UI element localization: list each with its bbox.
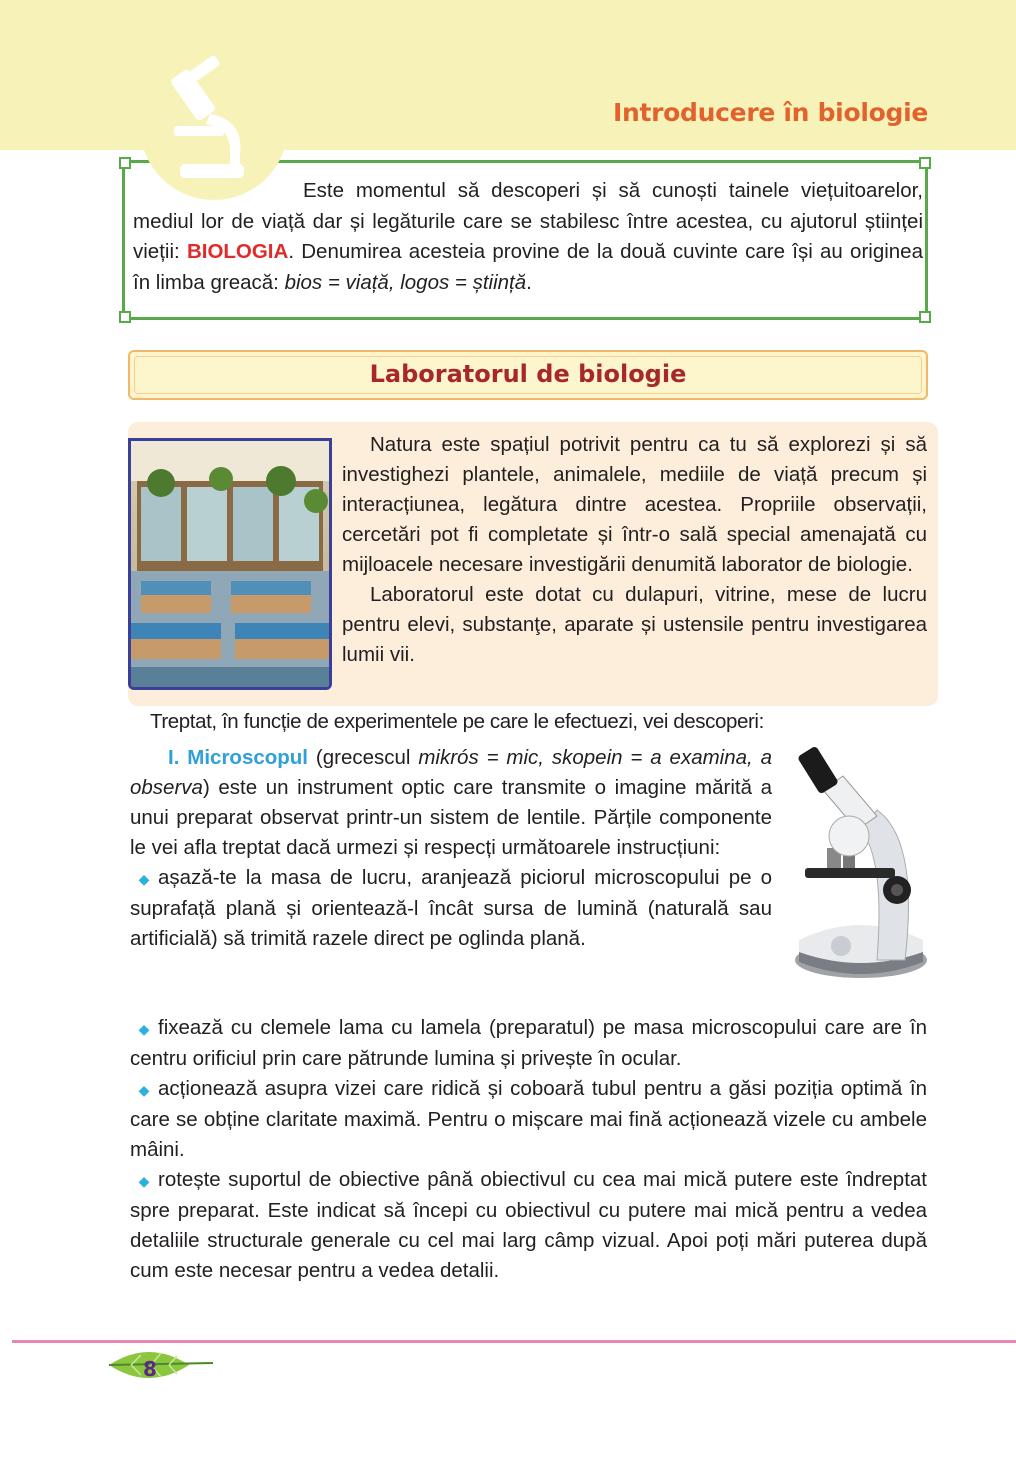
microscope-illustration bbox=[785, 740, 931, 982]
step-item: ◆ rotește suportul de obiective până obiectivul cu cea mai mică putere este îndreptat spre preparat. Este indicat să începi cu obiectivul cu putere mai mică pentru a vedea detaliile structurale generale cu cel mai larg câmp vizual. Apoi poți mări puterea după cum este necesar pentru a vedea detalii. bbox=[130, 1168, 927, 1282]
lab-paragraph-1: Natura este spațiul potrivit pentru ca tu să explorezi și să investighezi plantele, animalele, mediile de viață precum și interacțiunea, legătura dintre acestea. Propriile observații, cercetări pot fi completate și într-o sală special amenajată cu mijloacele necesare investigării denumită laborator de biologie. bbox=[342, 433, 927, 576]
lab-description bbox=[342, 430, 927, 670]
diamond-bullet-icon: ◆ bbox=[138, 871, 150, 887]
etymology: bios = viață, logos = știință bbox=[284, 270, 527, 294]
section-title: Laboratorul de biologie bbox=[369, 360, 687, 388]
diamond-bullet-icon: ◆ bbox=[138, 1021, 150, 1037]
leaf-icon bbox=[105, 1343, 217, 1389]
microscope-steps bbox=[130, 1013, 927, 1286]
intro-paragraph: Este momentul să descoperi și să cunoști tainele viețuitoarelor, mediul lor de viață dar și legăturile care se stabilesc între acestea, cu ajutorul științei vieții: BIOLOGIA. Denumirea acesteia provine de la două cuvinte care își au originea în limba greacă: bios = viață, logos = știință. bbox=[133, 179, 923, 294]
microscope-intro: I. Microscopul (grecescul mikrós = mic, skopein = a examina, a observa) este un instrument optic care transmite o imagine mărită a unui preparat observat printr-un sistem de lentile. Părțile componente le vei afla treptat dacă urmezi și respecți următoarele instrucțiuni: ◆ așază-te la masa de lucru, aranjează piciorul microscopului pe o suprafață plană și orientează-l încât sursa de lumină (naturală sau artificială) să trimită razele direct pe oglinda plană. bbox=[130, 743, 772, 954]
diamond-bullet-icon: ◆ bbox=[138, 1082, 150, 1098]
lab-classroom-photo bbox=[128, 438, 332, 690]
greek-etymology: mikrós = mic, skopein = a examina, a observa bbox=[130, 746, 773, 799]
step-item: ◆ acționează asupra vizei care ridică și coboară tubul pentru a găsi poziția optimă în care se obține claritate maximă. Pentru o mișcare mai fină acționează vizele cu ambele mâini. bbox=[130, 1077, 927, 1161]
chapter-title: Introducere în biologie bbox=[613, 98, 928, 127]
lead-line: Treptat, în funcție de experimentele pe care le efectuezi, vei descoperi: bbox=[150, 710, 764, 733]
step-item: ◆ fixează cu clemele lama cu lamela (preparatul) pe masa microscopului care are în centru orificiul prin care pătrunde lumina și privește în ocular. bbox=[130, 1016, 927, 1070]
step-item: ◆ așază-te la masa de lucru, aranjează piciorul microscopului pe o suprafață plană și orientează-l încât sursa de lumină (naturală sau artificială) să trimită razele direct pe oglinda plană. bbox=[130, 866, 772, 950]
lab-paragraph-2: Laboratorul este dotat cu dulapuri, vitrine, mese de lucru pentru elevi, substanţe, aparate și ustensile pentru investigarea lumii vii. bbox=[342, 583, 927, 666]
biologia-highlight: BIOLOGIA bbox=[186, 240, 289, 263]
microscope-term: I. Microscopul bbox=[168, 746, 309, 769]
diamond-bullet-icon: ◆ bbox=[138, 1173, 150, 1189]
page-number: 8 bbox=[143, 1357, 157, 1381]
